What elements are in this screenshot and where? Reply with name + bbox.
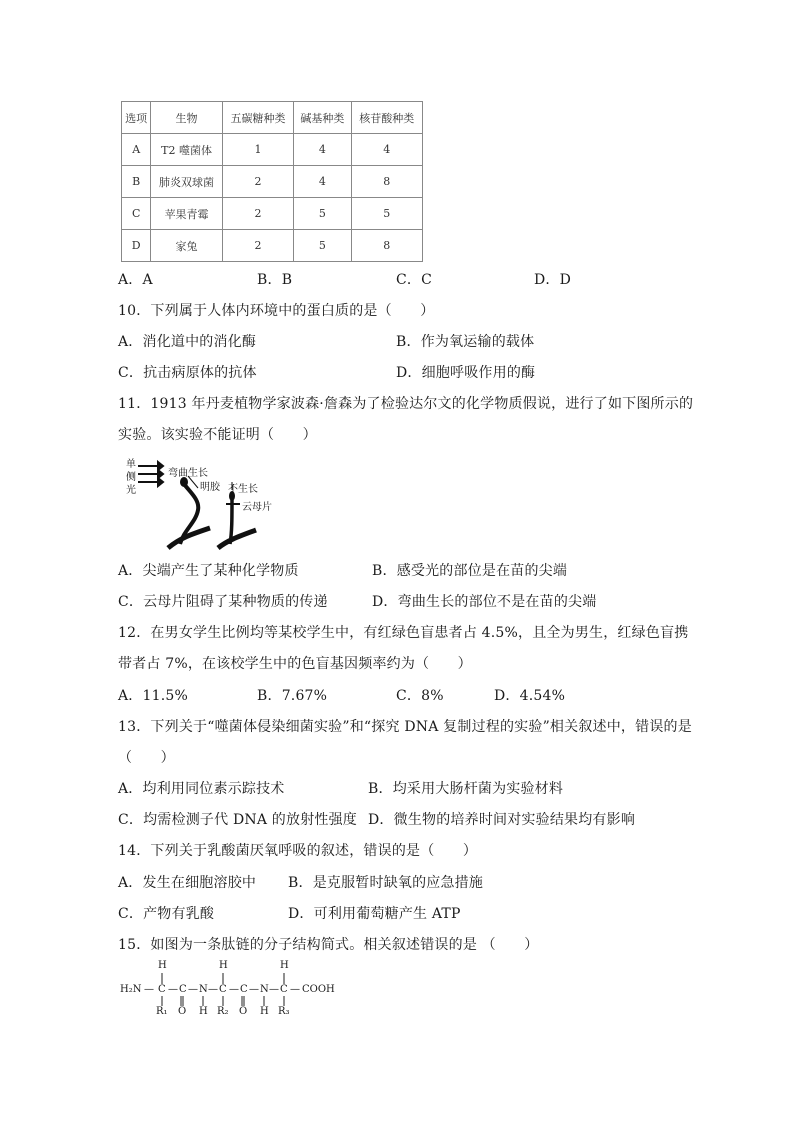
- q15-stem: 15．如图为一条肽链的分子结构简式。相关叙述错误的是 （ ）: [118, 937, 539, 953]
- formula-h-bottom: H: [199, 1006, 208, 1017]
- q11-option-c[interactable]: C．云母片阻碍了某种物质的传递: [118, 594, 328, 610]
- formula-carbon: C: [219, 984, 227, 995]
- table-cell: D: [122, 230, 151, 262]
- formula-amino-end: H₂N: [120, 984, 142, 995]
- table-row: [122, 198, 423, 230]
- table-cell: 5: [294, 198, 351, 230]
- formula-bond: —: [144, 984, 154, 995]
- table-header-cell: 选项: [122, 102, 151, 134]
- formula-r2: R₂: [217, 1006, 229, 1017]
- formula-oxygen: O: [178, 1006, 187, 1017]
- q13-stem-line1: 13．下列关于“噬菌体侵染细菌实验”和“探究 DNA 复制过程的实验”相关叙述中，错误的是: [118, 719, 692, 735]
- light-arrows-icon: [138, 462, 163, 486]
- formula-h-top-3: H: [280, 960, 289, 971]
- table-cell: 2: [222, 198, 293, 230]
- q10-option-c[interactable]: C．抗击病原体的抗体: [118, 365, 257, 381]
- q11-option-a[interactable]: A．尖端产生了某种化学物质: [118, 563, 299, 579]
- formula-bond: —: [290, 984, 300, 995]
- formula-nitrogen: N: [199, 984, 208, 995]
- formula-h-top-2: H: [219, 960, 228, 971]
- formula-r3: R₃: [278, 1006, 290, 1017]
- formula-bond: —: [229, 984, 239, 995]
- table-cell: T2 噬菌体: [151, 134, 222, 166]
- table-cell: 肺炎双球菌: [151, 166, 222, 198]
- q14-option-b[interactable]: B．是克服暂时缺氧的应急措施: [288, 875, 484, 891]
- table-cell: 5: [351, 198, 422, 230]
- q14-stem: 14．下列关于乳酸菌厌氧呼吸的叙述，错误的是（ ）: [118, 843, 478, 859]
- phototropism-experiment-figure: [118, 452, 288, 552]
- q12-option-c[interactable]: C．8%: [396, 688, 444, 704]
- q14-option-d[interactable]: D．可利用葡萄糖产生 ATP: [288, 906, 461, 922]
- peptide-formula-figure: [118, 958, 358, 1022]
- formula-bond: —: [168, 984, 178, 995]
- q11-option-b[interactable]: B．感受光的部位是在苗的尖端: [372, 563, 568, 579]
- formula-oxygen: O: [239, 1006, 248, 1017]
- light-label: 单 侧 光: [126, 459, 136, 496]
- no-growth-label: 不生长: [228, 484, 258, 495]
- q13-option-c[interactable]: C．均需检测子代 DNA 的放射性强度: [118, 812, 357, 828]
- q13-option-a[interactable]: A．均利用同位素示踪技术: [118, 781, 285, 797]
- q13-stem-line2: （ ）: [118, 750, 175, 766]
- formula-nitrogen: N: [260, 984, 269, 995]
- q14-option-a[interactable]: A．发生在细胞溶胶中: [118, 875, 257, 891]
- bend-growth-label: 弯曲生长: [168, 468, 208, 479]
- table-cell: B: [122, 166, 151, 198]
- table-cell: 5: [294, 230, 351, 262]
- table-row: [122, 166, 423, 198]
- table-cell: 4: [294, 166, 351, 198]
- formula-carbon: C: [280, 984, 288, 995]
- q12-stem-line2: 带者占 7%，在该校学生中的色盲基因频率约为（ ）: [118, 656, 472, 672]
- q9-option-c[interactable]: C．C: [396, 272, 433, 288]
- q14-option-c[interactable]: C．产物有乳酸: [118, 906, 215, 922]
- table-header-cell: 碱基种类: [294, 102, 351, 134]
- table-cell: 2: [222, 166, 293, 198]
- formula-carbon: C: [158, 984, 166, 995]
- mica-label: 云母片: [242, 502, 272, 513]
- q9-option-d[interactable]: D．D: [534, 272, 572, 288]
- table-row: [122, 134, 423, 166]
- table-cell: 1: [222, 134, 293, 166]
- formula-carboxyl-end: COOH: [302, 984, 335, 995]
- table-cell: 4: [351, 134, 422, 166]
- table-cell: C: [122, 198, 151, 230]
- q12-option-d[interactable]: D．4.54%: [494, 688, 566, 704]
- table-cell: 苹果青霉: [151, 198, 222, 230]
- q12-stem-line1: 12．在男女学生比例均等某校学生中，有红绿色盲患者占 4.5%，且全为男生，红绿色盲携: [118, 625, 689, 641]
- formula-bond: —: [208, 984, 218, 995]
- table-header-cell: 生物: [151, 102, 222, 134]
- table-cell: 4: [294, 134, 351, 166]
- formula-h-bottom: H: [260, 1006, 269, 1017]
- table-cell: 2: [222, 230, 293, 262]
- q9-option-b[interactable]: B．B: [257, 272, 293, 288]
- q13-option-b[interactable]: B．均采用大肠杆菌为实验材料: [368, 781, 564, 797]
- table-row: [122, 230, 423, 262]
- q11-stem-line2: 实验。该实验不能证明（ ）: [118, 427, 317, 443]
- formula-carbon: C: [240, 984, 248, 995]
- q11-option-d[interactable]: D．弯曲生长的部位不是在苗的尖端: [372, 594, 597, 610]
- formula-bond: —: [269, 984, 279, 995]
- options-table: [121, 101, 423, 262]
- table-cell: 家兔: [151, 230, 222, 262]
- q9-option-a[interactable]: A．A: [118, 272, 153, 288]
- formula-bond: —: [249, 984, 259, 995]
- table-header-cell: 五碳糖种类: [222, 102, 293, 134]
- q10-option-a[interactable]: A．消化道中的消化酶: [118, 334, 257, 350]
- q12-option-a[interactable]: A．11.5%: [118, 688, 188, 704]
- table-header-row: [122, 102, 423, 134]
- q12-option-b[interactable]: B．7.67%: [257, 688, 328, 704]
- table-header-cell: 核苷酸种类: [351, 102, 422, 134]
- gelatin-label: 明胶: [200, 482, 220, 493]
- table-cell: 8: [351, 230, 422, 262]
- q10-stem: 10．下列属于人体内环境中的蛋白质的是（ ）: [118, 303, 435, 319]
- q13-option-d[interactable]: D．微生物的培养时间对实验结果均有影响: [368, 812, 636, 828]
- q11-stem-line1: 11．1913 年丹麦植物学家波森·詹森为了检验达尔文的化学物质假说，进行了如下图所示的: [118, 396, 694, 412]
- table-cell: 8: [351, 166, 422, 198]
- formula-r1: R₁: [156, 1006, 168, 1017]
- q10-option-b[interactable]: B．作为氧运输的载体: [396, 334, 535, 350]
- formula-carbon: C: [179, 984, 187, 995]
- q10-option-d[interactable]: D．细胞呼吸作用的酶: [396, 365, 536, 381]
- table-cell: A: [122, 134, 151, 166]
- formula-bond: —: [188, 984, 198, 995]
- formula-h-top-1: H: [158, 960, 167, 971]
